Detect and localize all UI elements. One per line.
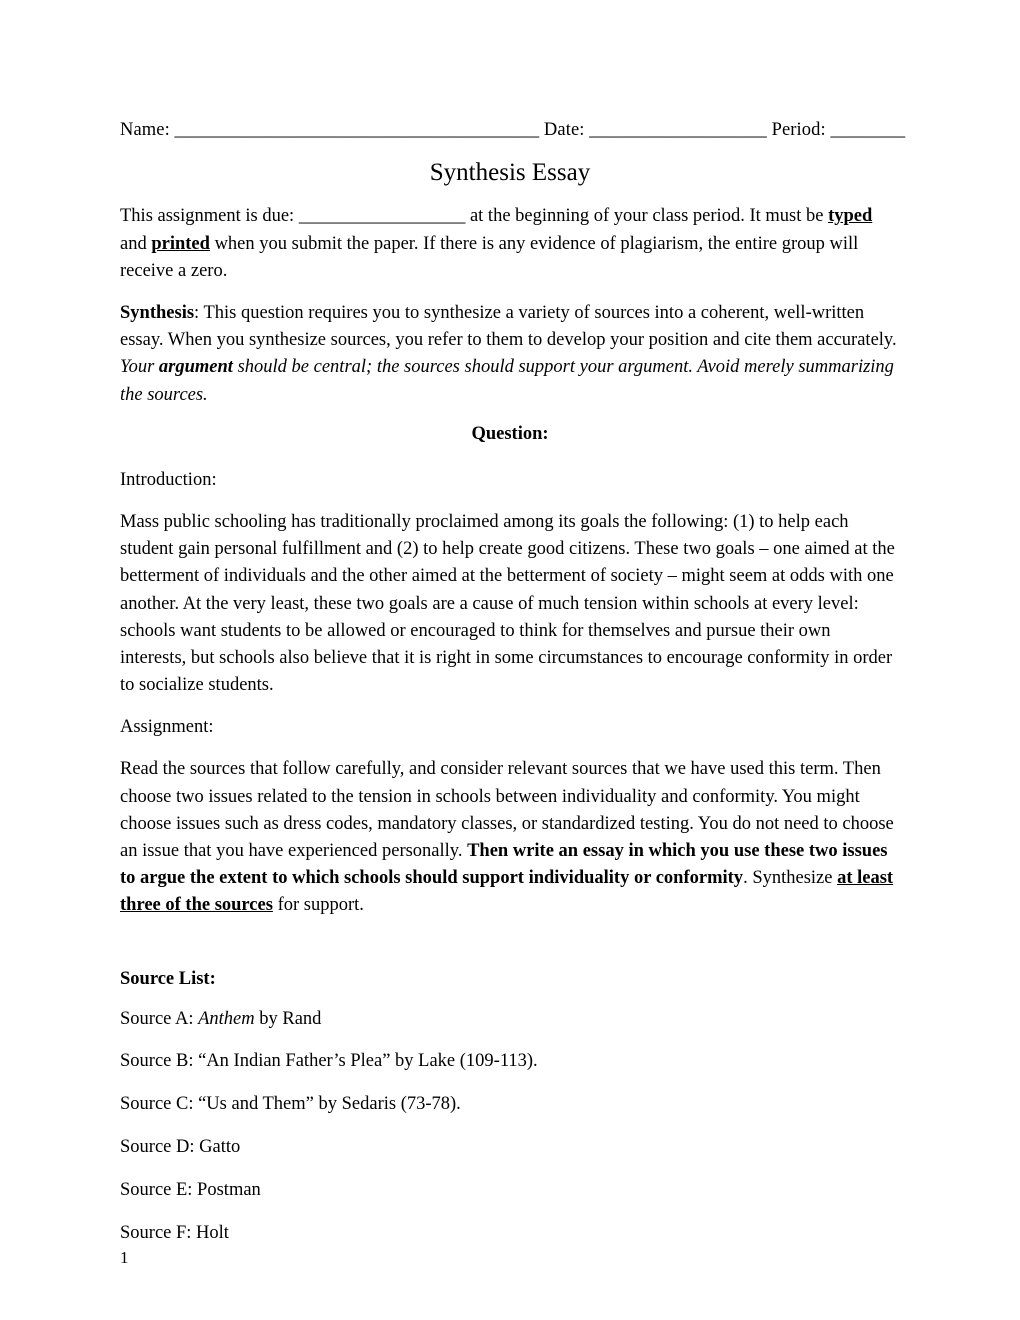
source-c-text: Source C: “Us and Them” by Sedaris (73-78). bbox=[120, 1094, 461, 1115]
assignment-bold-directive: Then write an essay in which you use these two issues to argue the extent to which schools should support individuality or conformity bbox=[120, 841, 888, 889]
question-heading: Question: bbox=[471, 423, 549, 444]
source-b-text: Source B: “An Indian Father’s Plea” by Lake (109-113). bbox=[120, 1051, 538, 1072]
assignment-part-three: for support. bbox=[272, 895, 364, 916]
assignment-body bbox=[120, 756, 900, 919]
due-rest-text: when you submit the paper. If there is any evidence of plagiarism, the entire group will receive a zero. bbox=[120, 233, 859, 281]
source-list-heading: Source List: bbox=[120, 968, 216, 989]
source-f-text: Source F: Holt bbox=[120, 1222, 229, 1243]
assignment-part-two: . Synthesize bbox=[743, 868, 838, 889]
due-and-text: and bbox=[120, 233, 152, 254]
name-blank-field[interactable]: _______________________________________ bbox=[174, 120, 540, 140]
source-a-suffix: by Rand bbox=[254, 1008, 322, 1029]
synthesis-italic-tail: should be central; the sources should support your argument. Avoid merely summarizing the sources. bbox=[120, 357, 894, 405]
due-after-blank-text: at the beginning of your class period. It must be bbox=[465, 206, 829, 227]
list-item bbox=[120, 1134, 900, 1161]
date-label: Date: bbox=[539, 120, 590, 140]
section-spacer bbox=[120, 935, 900, 969]
source-d-text: Source D: Gatto bbox=[120, 1137, 241, 1158]
due-paragraph bbox=[120, 203, 900, 285]
page-title: Synthesis Essay bbox=[429, 158, 591, 186]
list-item bbox=[120, 1177, 900, 1204]
due-date-blank-field[interactable]: __________________ bbox=[298, 206, 466, 227]
list-item bbox=[120, 1006, 900, 1033]
synthesis-body-text: : This question requires you to synthesize a variety of sources into a coherent, well-written essay. When you synthesize sources, you refer to them to develop your position and cite them accurately. bbox=[120, 303, 897, 351]
assignment-part-one: Read the sources that follow carefully, and consider relevant sources that we have used this term. Then choose two issues related to the tension in schools between individuality and conformity. You might choose issues such as dress codes, mandatory classes, or standardized testing. You do not need to choose an issue that you have experienced personally. bbox=[120, 759, 894, 862]
source-a-prefix: Source A: bbox=[120, 1008, 199, 1029]
synthesis-paragraph bbox=[120, 300, 900, 409]
introduction-label: Introduction: bbox=[120, 469, 217, 490]
argument-emphasis: argument bbox=[158, 357, 233, 378]
list-item bbox=[120, 1048, 900, 1075]
name-date-period-line bbox=[120, 118, 906, 143]
synthesis-label: Synthesis bbox=[120, 303, 195, 324]
printed-emphasis: printed bbox=[151, 233, 210, 254]
synthesis-italic-lead: Your bbox=[120, 357, 159, 378]
source-a-title: Anthem bbox=[198, 1008, 255, 1029]
period-blank-field[interactable]: ________ bbox=[830, 120, 906, 140]
due-lead-text: This assignment is due: bbox=[120, 206, 299, 227]
source-e-text: Source E: Postman bbox=[120, 1179, 261, 1200]
at-least-three-sources-emphasis: at least three of the sources bbox=[120, 868, 894, 916]
assignment-label: Assignment: bbox=[120, 717, 214, 738]
page-number: 1 bbox=[120, 1248, 129, 1267]
date-blank-field[interactable]: ___________________ bbox=[589, 120, 767, 140]
list-item bbox=[120, 1220, 900, 1247]
name-label: Name: bbox=[120, 120, 175, 140]
introduction-body: Mass public schooling has traditionally proclaimed among its goals the following: (1) to help each student gain personal fulfillment and (2) to help create good citizens. These two goals – one aimed at the betterment of individuals and the other aimed at the betterment of society – might seem at odds with one another. At the very least, these two goals are a cause of much tension within schools at every level: schools want students to be allowed or encouraged to think for themselves and pursue their own interests, but schools also believe that it is right in some circumstances to encourage conformity in order to socialize students. bbox=[120, 511, 895, 696]
period-label: Period: bbox=[766, 120, 831, 140]
list-item bbox=[120, 1091, 900, 1118]
typed-emphasis: typed bbox=[828, 206, 873, 227]
